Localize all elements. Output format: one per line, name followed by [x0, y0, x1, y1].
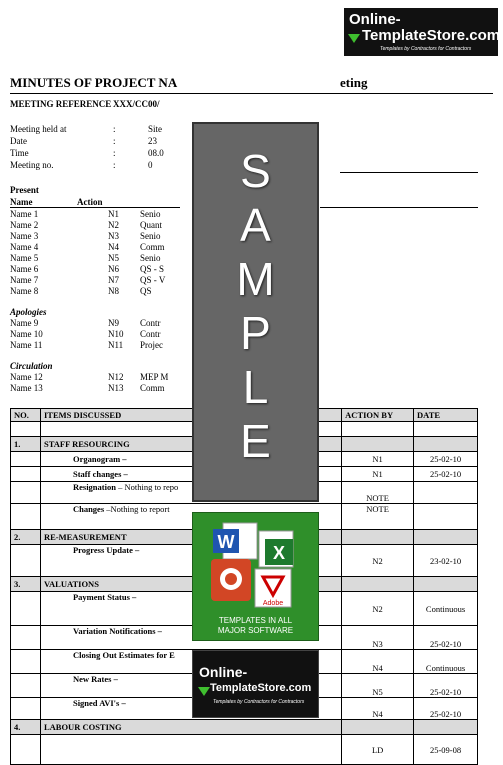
section-no: 1.	[11, 437, 41, 452]
watermark-letter: M	[236, 253, 275, 305]
person-code: N10	[108, 329, 124, 339]
item-text: Variation Notifications –	[40, 626, 341, 650]
brand-logo	[344, 8, 501, 56]
logo-tagline: Templates by Contractors for Contractors	[213, 699, 305, 705]
person-row	[10, 340, 180, 351]
person-code: N5	[108, 253, 119, 263]
item-date: 25-09-08	[414, 735, 478, 765]
section-title: RE-MEASUREMENT	[40, 530, 341, 545]
person-code: N4	[108, 242, 119, 252]
person-role: Contr	[140, 329, 161, 339]
watermark-letter: A	[240, 199, 271, 251]
item-action: N2	[342, 592, 414, 626]
item-action: N5	[342, 674, 414, 698]
info-value-time: 08.0	[148, 148, 164, 158]
person-name: Name 10	[10, 329, 43, 339]
person-row	[10, 264, 180, 275]
item-date: 25-02-10	[414, 698, 478, 720]
sample-watermark	[192, 122, 319, 502]
person-role: QS - S	[140, 264, 165, 274]
present-heading: Present	[10, 185, 39, 195]
person-code: N12	[108, 372, 124, 382]
person-row	[10, 318, 180, 329]
person-code: N2	[108, 220, 119, 230]
watermark-letter: L	[242, 361, 269, 413]
doc-title-right: eting	[340, 75, 368, 90]
person-role: Comm	[140, 383, 165, 393]
person-name: Name 3	[10, 231, 39, 241]
person-code: N7	[108, 275, 119, 285]
item-action: N4	[342, 650, 414, 674]
info-value-venue: Site	[148, 124, 163, 134]
item-action: NOTE	[342, 482, 414, 504]
person-role: Projec	[140, 340, 163, 350]
meeting-ref-value: XXX/CC00/	[113, 99, 160, 109]
svg-text:Adobe: Adobe	[262, 600, 284, 607]
circulation-heading: Circulation	[10, 361, 53, 371]
logo-line2: TemplateStore.com	[362, 27, 501, 44]
item-date: 25-02-10	[414, 674, 478, 698]
person-row	[10, 220, 180, 231]
logo-tagline: Templates by Contractors for Contractors	[380, 46, 472, 52]
item-date: 25-02-10	[414, 452, 478, 467]
header-no: NO.	[11, 409, 41, 422]
item-action: N1	[342, 467, 414, 482]
person-name: Name 6	[10, 264, 39, 274]
person-name: Name 1	[10, 209, 39, 219]
present-rule	[10, 207, 180, 208]
item-text: Signed AVI's –	[40, 698, 341, 720]
item-text: Staff changes –	[40, 467, 341, 482]
info-label-time: Time	[10, 148, 29, 158]
item-bold: Changes	[72, 504, 105, 514]
title-divider	[10, 93, 493, 94]
info-colon: :	[113, 124, 116, 134]
person-code: N8	[108, 286, 119, 296]
pdf-icon	[255, 569, 291, 607]
item-date: Continuous	[414, 650, 478, 674]
person-code: N13	[108, 383, 124, 393]
item-date: 23-02-10	[414, 545, 478, 577]
header-items: ITEMS DISCUSSED	[40, 409, 341, 422]
item-action: NOTE	[342, 504, 414, 530]
item-action: N3	[342, 626, 414, 650]
person-code: N11	[108, 340, 124, 350]
item-action: LD	[342, 735, 414, 765]
item-rest: – Nothing to repo	[115, 482, 179, 492]
header-action: ACTION BY	[342, 409, 414, 422]
item-text: Organogram –	[40, 452, 341, 467]
promo-line2: MAJOR SOFTWARE	[217, 626, 294, 635]
section-title: LABOUR COSTING	[40, 720, 341, 735]
person-role: Senio	[140, 253, 161, 263]
item-text: Progress Update –	[40, 545, 341, 577]
watermark-letter: E	[240, 415, 271, 467]
person-row	[10, 275, 180, 286]
person-row	[10, 231, 180, 242]
item-action: N1	[342, 452, 414, 467]
excel-icon	[259, 531, 293, 567]
logo-line1: Online-	[199, 664, 248, 680]
item-bold: Resignation	[72, 482, 116, 492]
meeting-ref-label: MEETING REFERENCE	[10, 99, 112, 109]
person-name: Name 5	[10, 253, 39, 263]
section-row	[11, 720, 478, 735]
person-row	[10, 209, 180, 220]
logo-arrow-icon	[198, 683, 210, 701]
person-row	[10, 383, 180, 394]
svg-text:X: X	[272, 543, 286, 563]
logo-line1: Online-	[349, 11, 401, 28]
action-column-header: Action	[77, 197, 103, 207]
section-no: 2.	[11, 530, 41, 545]
word-icon	[213, 523, 257, 559]
brand-logo-bottom	[192, 650, 319, 718]
person-role: Senio	[140, 209, 161, 219]
software-promo-banner	[192, 512, 319, 641]
people-list	[10, 209, 180, 394]
doc-title-left: MINUTES OF PROJECT NA	[10, 75, 178, 90]
office-icons	[205, 521, 305, 611]
item-action: N4	[342, 698, 414, 720]
info-rule	[340, 172, 478, 173]
section-no: 3.	[11, 577, 41, 592]
item-date: Continuous	[414, 592, 478, 626]
info-colon: :	[113, 136, 116, 146]
person-row	[10, 253, 180, 264]
person-row	[10, 372, 180, 383]
section-title: STAFF RESOURCING	[40, 437, 341, 452]
header-date: DATE	[414, 409, 478, 422]
person-role: Quant	[140, 220, 162, 230]
name-column-header: Name	[10, 197, 33, 207]
info-colon: :	[113, 148, 116, 158]
person-row	[10, 329, 180, 340]
powerpoint-icon	[211, 559, 251, 601]
info-label-date: Date	[10, 136, 27, 146]
person-row	[10, 286, 180, 297]
person-code: N9	[108, 318, 119, 328]
person-code: N1	[108, 209, 119, 219]
info-colon: :	[113, 160, 116, 170]
person-row	[10, 242, 180, 253]
person-name: Name 11	[10, 340, 43, 350]
item-text: Payment Status –	[40, 592, 341, 626]
item-text: Closing Out Estimates for E	[40, 650, 341, 674]
promo-line1: TEMPLATES IN ALL	[218, 616, 293, 625]
item-date: 25-02-10	[414, 467, 478, 482]
item-action: N2	[342, 545, 414, 577]
person-role: Contr	[140, 318, 161, 328]
person-role: QS - V	[140, 275, 166, 285]
person-role: Comm	[140, 242, 165, 252]
apologies-heading: Apologies	[10, 307, 47, 317]
present-rule-right	[320, 207, 478, 208]
person-name: Name 13	[10, 383, 43, 393]
person-role: QS	[140, 286, 152, 296]
person-name: Name 8	[10, 286, 39, 296]
watermark-letter: P	[240, 307, 271, 359]
item-text: New Rates –	[40, 674, 341, 698]
item-rest: –Nothing to report	[104, 504, 170, 514]
watermark-letter: S	[240, 145, 271, 197]
logo-arrow-icon	[348, 30, 360, 48]
svg-text:W: W	[217, 532, 235, 552]
person-name: Name 12	[10, 372, 43, 382]
person-name: Name 7	[10, 275, 39, 285]
person-name: Name 2	[10, 220, 39, 230]
person-name: Name 9	[10, 318, 39, 328]
section-title: VALUATIONS	[40, 577, 341, 592]
info-label-venue: Meeting held at	[10, 124, 67, 134]
person-name: Name 4	[10, 242, 39, 252]
info-value-meeting-no: 0	[148, 160, 153, 170]
section-no: 4.	[11, 720, 41, 735]
logo-line2: TemplateStore.com	[210, 682, 312, 694]
person-code: N6	[108, 264, 119, 274]
person-role: MEP M	[140, 372, 169, 382]
info-value-date: 23	[148, 136, 157, 146]
promo-text	[193, 616, 318, 636]
person-role: Senio	[140, 231, 161, 241]
info-label-meeting-no: Meeting no.	[10, 160, 54, 170]
person-code: N3	[108, 231, 119, 241]
item-date: 25-02-10	[414, 626, 478, 650]
